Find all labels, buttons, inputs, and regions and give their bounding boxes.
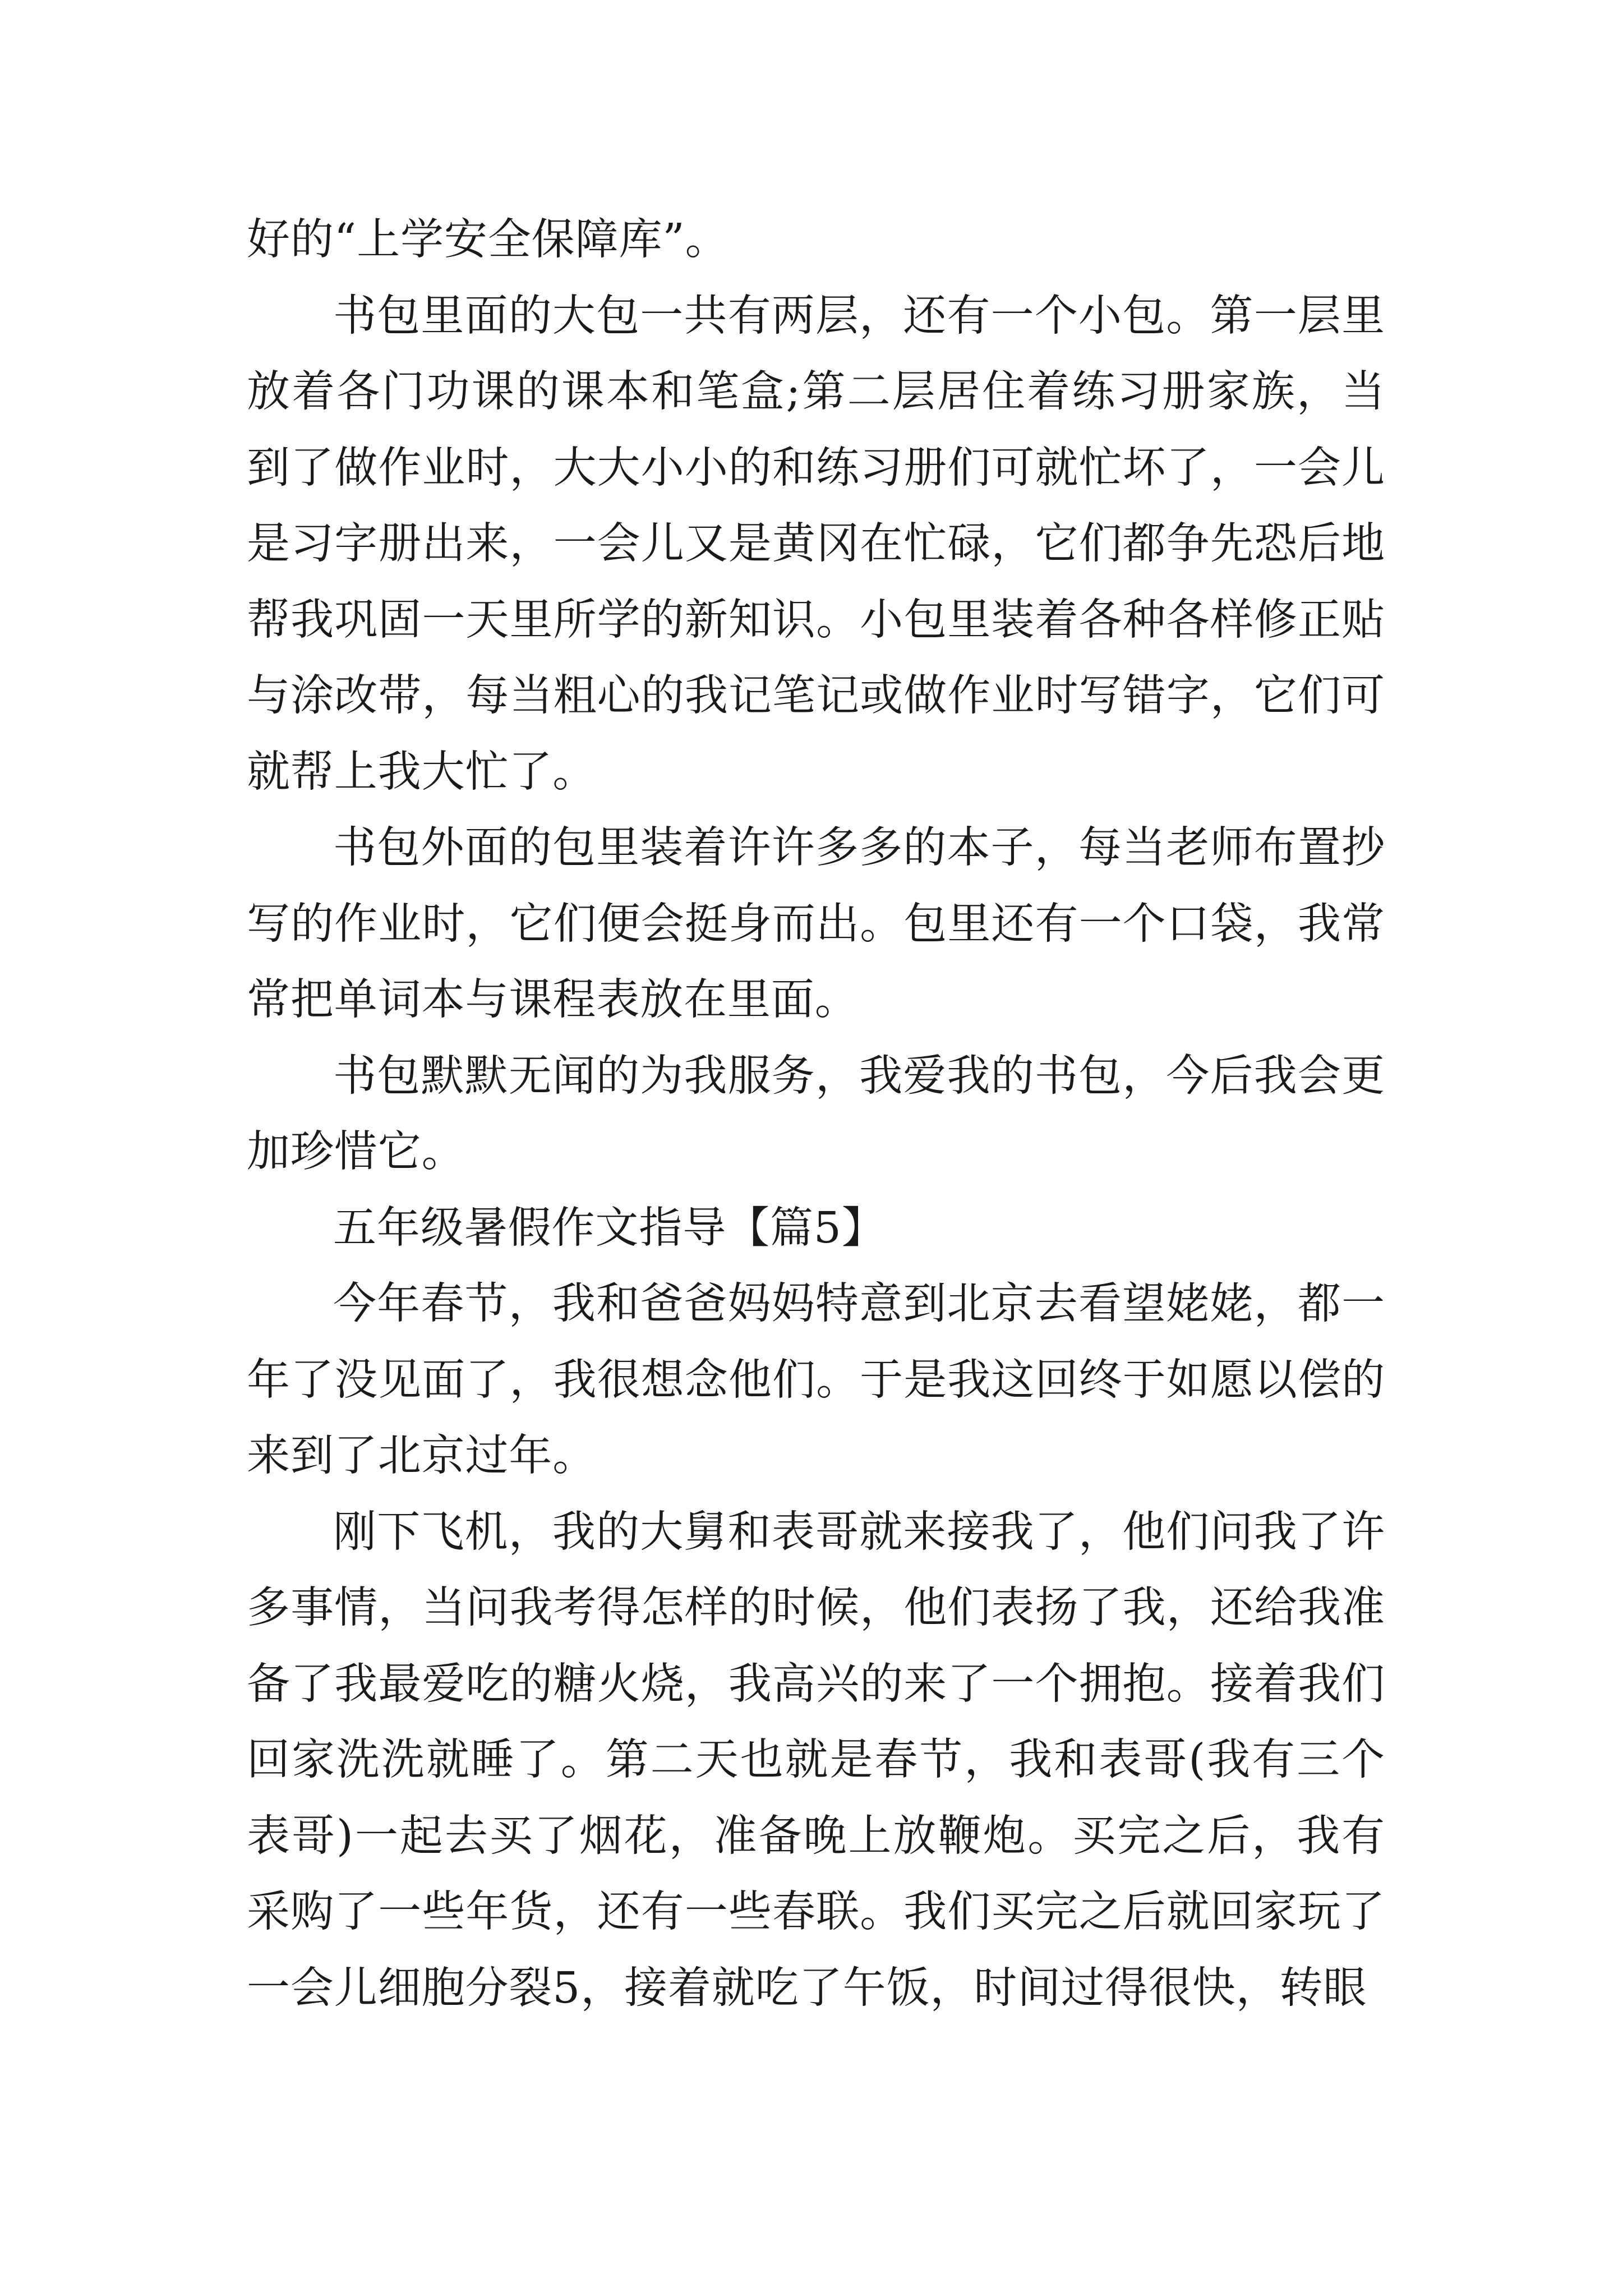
paragraph: 书包外面的包里装着许许多多的本子，每当老师布置抄写的作业时，它们便会挺身而出。包里还有一个口袋，我常常把单词本与课程表放在里面。 <box>247 823 1385 1025</box>
paragraph: 书包里面的大包一共有两层，还有一个小包。第一层里放着各门功课的课本和笔盒;第二层居住着练习册家族，当到了做作业时，大大小小的和练习册们可就忙坏了，一会儿是习字册出来，一会儿又是黄冈在忙碌，它们都争先恐后地帮我巩固一天里所学的新知识。小包里装着各种各样修正贴与涂改带，每当粗心的我记笔记或做作业时写错字，它们可就帮上我大忙了。 <box>247 291 1385 797</box>
paragraph: 今年春节，我和爸爸妈妈特意到北京去看望姥姥，都一年了没见面了，我很想念他们。于是我这回终于如愿以偿的来到了北京过年。 <box>247 1279 1385 1481</box>
section-heading: 五年级暑假作文指导【篇5】 <box>333 1203 886 1253</box>
paragraph: 书包默默无闻的为我服务，我爱我的书包，今后我会更加珍惜它。 <box>247 1051 1385 1177</box>
paragraph: 好的“上学安全保障库”。 <box>247 215 729 265</box>
document-body <box>247 202 1385 2026</box>
paragraph: 刚下飞机，我的大舅和表哥就来接我了，他们问我了许多事情，当问我考得怎样的时候，他们表扬了我，还给我准备了我最爱吃的糖火烧，我高兴的来了一个拥抱。接着我们回家洗洗就睡了。第二天也就是春节，我和表哥(我有三个表哥)一起去买了烟花，准备晚上放鞭炮。买完之后，我有采购了一些年货，还有一些春联。我们买完之后就回家玩了一会儿细胞分裂5，接着就吃了午饭，时间过得很快，转眼 <box>247 1507 1385 2013</box>
